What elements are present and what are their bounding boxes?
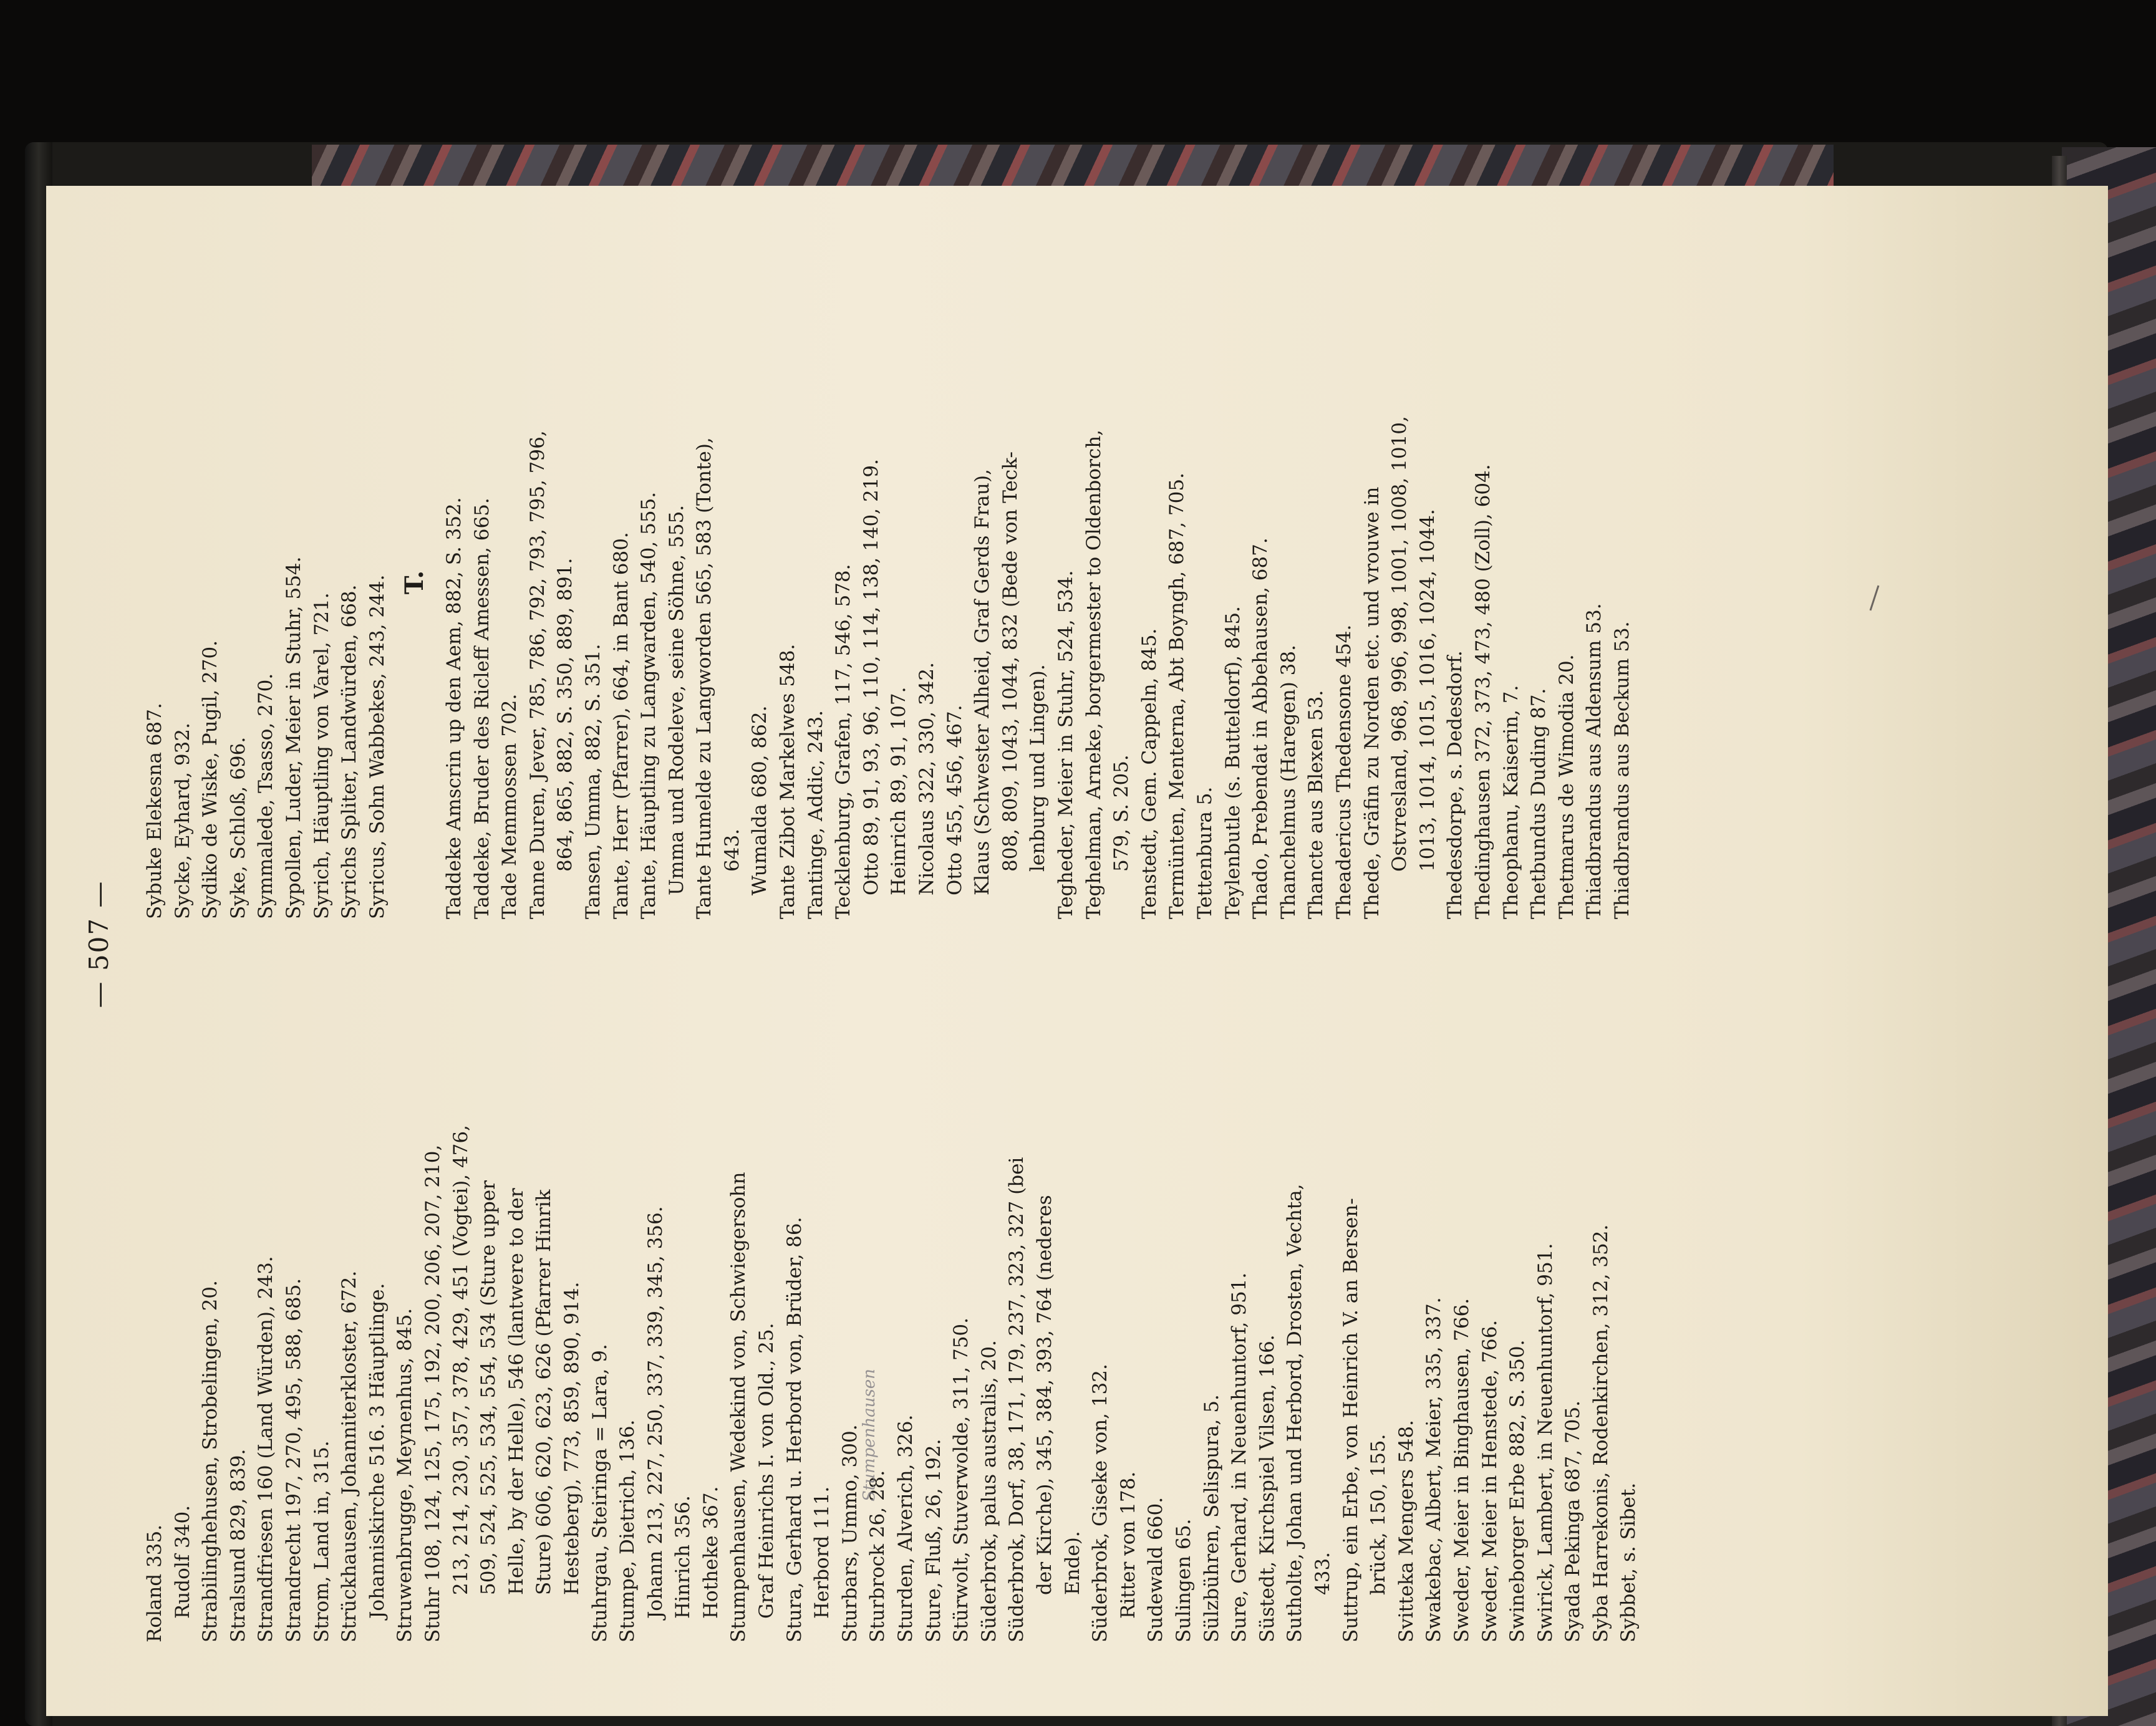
index-entry: Struwenbrugge, Meynenhus, 845. xyxy=(394,1308,417,1642)
index-entry: Süderbrok, Giseke von, 132. xyxy=(1089,1364,1112,1642)
index-entry: Graf Heinrichs I. von Old., 25. xyxy=(755,1323,778,1619)
index-entry: Taddeke Amscrin up den Aem, 882, S. 352. xyxy=(442,497,465,919)
index-entry: Stura, Gerhard u. Herbord von, Brüder, 86. xyxy=(783,1217,806,1642)
index-entry: Klaus (Schwester Alheid, Graf Gerds Frau), xyxy=(971,469,994,895)
index-entry: Otto 455, 456, 467. xyxy=(943,705,966,895)
index-entry: Tecklenburg, Grafen, 117, 546, 578. xyxy=(832,564,855,919)
index-entry: Thetbundus Duding 87. xyxy=(1527,688,1550,919)
index-entry: Thede, Gräfin zu Norden etc. und vrouwe in xyxy=(1360,486,1383,919)
index-entry: 433. xyxy=(1311,1551,1334,1595)
index-entry: Sybbet, s. Sibet. xyxy=(1617,1482,1640,1642)
page-number-header: — 507 — xyxy=(84,880,114,1008)
index-entry: Syricus, Sohn Wabbekes, 243, 244. xyxy=(365,574,389,919)
section-heading-t: T. xyxy=(400,570,430,595)
index-entry: Tansen, Umma, 882, S. 351. xyxy=(581,644,604,919)
index-entry: Strandrecht 197, 270, 495, 588, 685. xyxy=(282,1278,305,1642)
index-entry: Tenstedt, Gem. Cappeln, 845. xyxy=(1138,628,1161,919)
index-entry: Thancte aus Blexen 53. xyxy=(1305,690,1328,919)
index-entry: Thedinghausen 372, 373, 473, 480 (Zoll), 604. xyxy=(1471,464,1494,919)
index-entry: Sweder, Meier in Henstede, 766. xyxy=(1478,1319,1501,1642)
index-entry: Swirick, Lambert, in Neuenhuntorf, 951. xyxy=(1534,1243,1557,1642)
index-entry: Thiadbrandus aus Aldensum 53. xyxy=(1583,603,1606,919)
index-entry: Sturden, Alverich, 326. xyxy=(894,1414,917,1642)
index-entry: Termünten, Menterna, Abt Boyngh, 687, 705. xyxy=(1166,473,1189,919)
index-entry: Stumpe, Dietrich, 136. xyxy=(616,1419,639,1642)
index-entry: Taddeke, Bruder des Ricleff Amessen, 665. xyxy=(470,498,493,919)
index-entry: Thado, Prebendat in Abbehausen, 687. xyxy=(1249,538,1272,919)
index-column-left xyxy=(141,969,1643,1642)
index-entry: Tantinge, Addic, 243. xyxy=(804,710,827,919)
index-entry: 643. xyxy=(720,828,743,872)
index-entry: der Kirche), 345, 384, 393, 764 (nederes xyxy=(1033,1195,1056,1595)
index-entry: Heinrich 89, 91, 107. xyxy=(887,687,911,895)
index-entry: Umma und Rodeleve, seine Söhne, 555. xyxy=(665,504,688,895)
index-entry: Thetmarus de Wimodia 20. xyxy=(1555,654,1578,919)
index-entry: Sturbars, Ummo, 300. xyxy=(838,1424,861,1642)
index-entry: Syada Pekinga 687, 705. xyxy=(1562,1401,1585,1642)
index-entry: Nicolaus 322, 330, 342. xyxy=(916,662,939,895)
index-entry: Sutholte, Johan und Herbord, Drosten, Vechta, xyxy=(1283,1184,1307,1642)
index-entry: Suttrup, ein Erbe, von Heinrich V. an Bersen- xyxy=(1339,1198,1362,1642)
index-entry: Tante Zibot Markelwes 548. xyxy=(776,644,800,919)
index-entry: Thanchelmus (Haregen) 38. xyxy=(1277,645,1300,919)
index-entry: Strückhausen, Johanniterkloster, 672. xyxy=(338,1270,361,1642)
index-entry: Otto 89, 91, 93, 96, 110, 114, 138, 140, 219. xyxy=(859,459,882,895)
index-entry: Teghelman, Arneke, borgermester to Oldenborch, xyxy=(1082,429,1105,919)
index-entry: Syrichs Spliter, Landwürden, 668. xyxy=(338,584,361,919)
index-entry: Tegheder, Meier in Stuhr, 524, 534. xyxy=(1055,570,1077,919)
index-entry: Swineborger Erbe 882, S. 350. xyxy=(1506,1339,1529,1642)
index-entry: Syrich, Häuptling von Varel, 721. xyxy=(310,592,333,919)
index-entry: Sweder, Meier in Binghausen, 766. xyxy=(1450,1298,1473,1642)
index-entry: Tante, Herr (Pfarrer), 664, in Bant 680. xyxy=(609,532,632,919)
index-entry: Stumpenhausen, Wedekind von, Schwiegersohn xyxy=(727,1172,750,1642)
index-entry: Stralsund 829, 839. xyxy=(226,1449,249,1642)
index-entry: Stuhr 108, 124, 125, 175, 192, 200, 206, 207, 210, xyxy=(421,1144,444,1642)
index-entries-s xyxy=(141,246,391,919)
index-entry: Herbord 111. xyxy=(811,1486,834,1619)
rotated-page-content xyxy=(84,246,2079,1642)
index-entry: Süstedt, Kirchspiel Vilsen, 166. xyxy=(1255,1334,1279,1642)
index-entry: Syba Harrekonis, Rodenkirchen, 312, 352. xyxy=(1589,1224,1612,1642)
index-entry: Theadericus Thedensone 454. xyxy=(1332,624,1355,919)
index-entries-t xyxy=(440,246,1636,919)
index-entry: Süderbrok, Dorf, 38, 171, 179, 237, 323, 327 (bei xyxy=(1005,1157,1028,1642)
index-entry: Sture) 606, 620, 623, 626 (Pfarrer Hinrik xyxy=(533,1189,556,1595)
index-entry: Sure, Gerhard, in Neuenhuntorf, 951. xyxy=(1228,1272,1251,1642)
index-entry: 808, 809, 1043, 1044, 832 (Bede von Teck- xyxy=(998,451,1022,872)
index-entry: 864, 865, 882, S. 350, 889, 891. xyxy=(554,557,577,872)
index-column-right xyxy=(141,246,1636,919)
index-entry: Tade Memmossen 702. xyxy=(498,693,521,919)
index-entry: Sture, Fluß, 26, 192. xyxy=(922,1439,945,1642)
marbled-endpaper-top xyxy=(312,145,1834,187)
index-entry: Stürwolt, Stuverwolde, 311, 750. xyxy=(950,1317,973,1642)
index-entry: Sybuke Elekesna 687. xyxy=(143,703,166,919)
index-entry: Tanne Duren, Jever, 785, 786, 792, 793, 795, 796, xyxy=(526,430,549,919)
index-entry: Thiadbrandus aus Beckum 53. xyxy=(1610,621,1633,919)
index-entry: Hesteberg), 773, 859, 890, 914. xyxy=(560,1281,583,1595)
index-entry: Strandfriesen 160 (Land Würden), 243. xyxy=(254,1256,278,1642)
index-entry: Strom, Land in, 315. xyxy=(310,1440,333,1642)
handwritten-annotation: Stumpenhausen xyxy=(860,1369,879,1502)
index-entry: 213, 214, 230, 357, 378, 429, 451 (Vogtei), 476, xyxy=(449,1125,472,1595)
index-entry: Teylenbutle (s. Butteldorf), 845. xyxy=(1221,606,1244,919)
index-entry: Ostvresland, 968, 996, 998, 1001, 1008, 1010, xyxy=(1388,416,1411,872)
index-entry: 1013, 1014, 1015, 1016, 1024, 1044. xyxy=(1416,509,1439,872)
index-entry: Johanniskirche 516. 3 Häuptlinge. xyxy=(365,1283,389,1619)
index-entry: Tante Humelde zu Langworden 565, 583 (Tonte), xyxy=(693,437,716,919)
index-entry: Sülzbühren, Selispura, 5. xyxy=(1200,1394,1223,1642)
index-entry: Wumalda 680, 862. xyxy=(748,705,771,895)
index-entry: Johann 213, 227, 250, 337, 339, 345, 356. xyxy=(644,1206,667,1619)
index-entry: Sturbrock 26, 28. xyxy=(866,1470,889,1642)
index-entry: lenburg und Lingen). xyxy=(1027,664,1050,872)
index-entry: Hinrich 356. xyxy=(672,1495,695,1619)
index-page xyxy=(46,186,2108,1716)
index-entry: Hotheke 367. xyxy=(699,1486,722,1619)
index-entry: Strabilinghehusen, Strobelingen, 20. xyxy=(199,1280,222,1642)
index-entry: Tettenbura 5. xyxy=(1193,786,1216,919)
index-entry: Svitteka Mengers 548. xyxy=(1395,1420,1418,1642)
index-entry: Helle, by der Helle), 546 (lantwere to der xyxy=(505,1188,528,1595)
index-entry: Stuhrgau, Steiringa = Lara, 9. xyxy=(588,1344,611,1642)
index-entry: 579, S. 205. xyxy=(1110,755,1133,872)
index-entry: Ende). xyxy=(1061,1531,1084,1595)
index-entry: Tante, Häuptling zu Langwarden, 540, 555. xyxy=(637,491,660,919)
index-entry: Thedesdorpe, s. Dedesdorf. xyxy=(1444,650,1467,919)
index-entry: Sypollen, Luder, Meier in Stuhr, 554. xyxy=(282,556,305,919)
index-entry: Theophanu, Kaiserin, 7. xyxy=(1499,685,1522,919)
index-entry: 509, 524, 525, 534, 554, 534 (Sture upper xyxy=(477,1180,500,1595)
index-entry: Sudewald 660. xyxy=(1144,1497,1167,1642)
index-entry: Syke, Schloß, 696. xyxy=(226,736,249,919)
index-entry: Ritter von 178. xyxy=(1116,1471,1139,1619)
index-entry: Sulingen 65. xyxy=(1172,1518,1195,1642)
index-entry: brück, 150, 155. xyxy=(1367,1434,1390,1595)
index-entry: Roland 335. xyxy=(143,1524,166,1642)
index-entry: Sycke, Eyhard, 932. xyxy=(171,723,194,919)
index-entry: Süderbrok, palus australis, 20. xyxy=(977,1340,1000,1642)
index-entry: Symmalede, Tsasso, 270. xyxy=(254,673,278,919)
index-entry: Rudolf 340. xyxy=(171,1505,194,1619)
index-entry: Swakebac, Albert, Meier, 335, 337. xyxy=(1423,1297,1446,1642)
index-entry: Sydiko de Wiske, Pugil, 270. xyxy=(199,640,222,919)
